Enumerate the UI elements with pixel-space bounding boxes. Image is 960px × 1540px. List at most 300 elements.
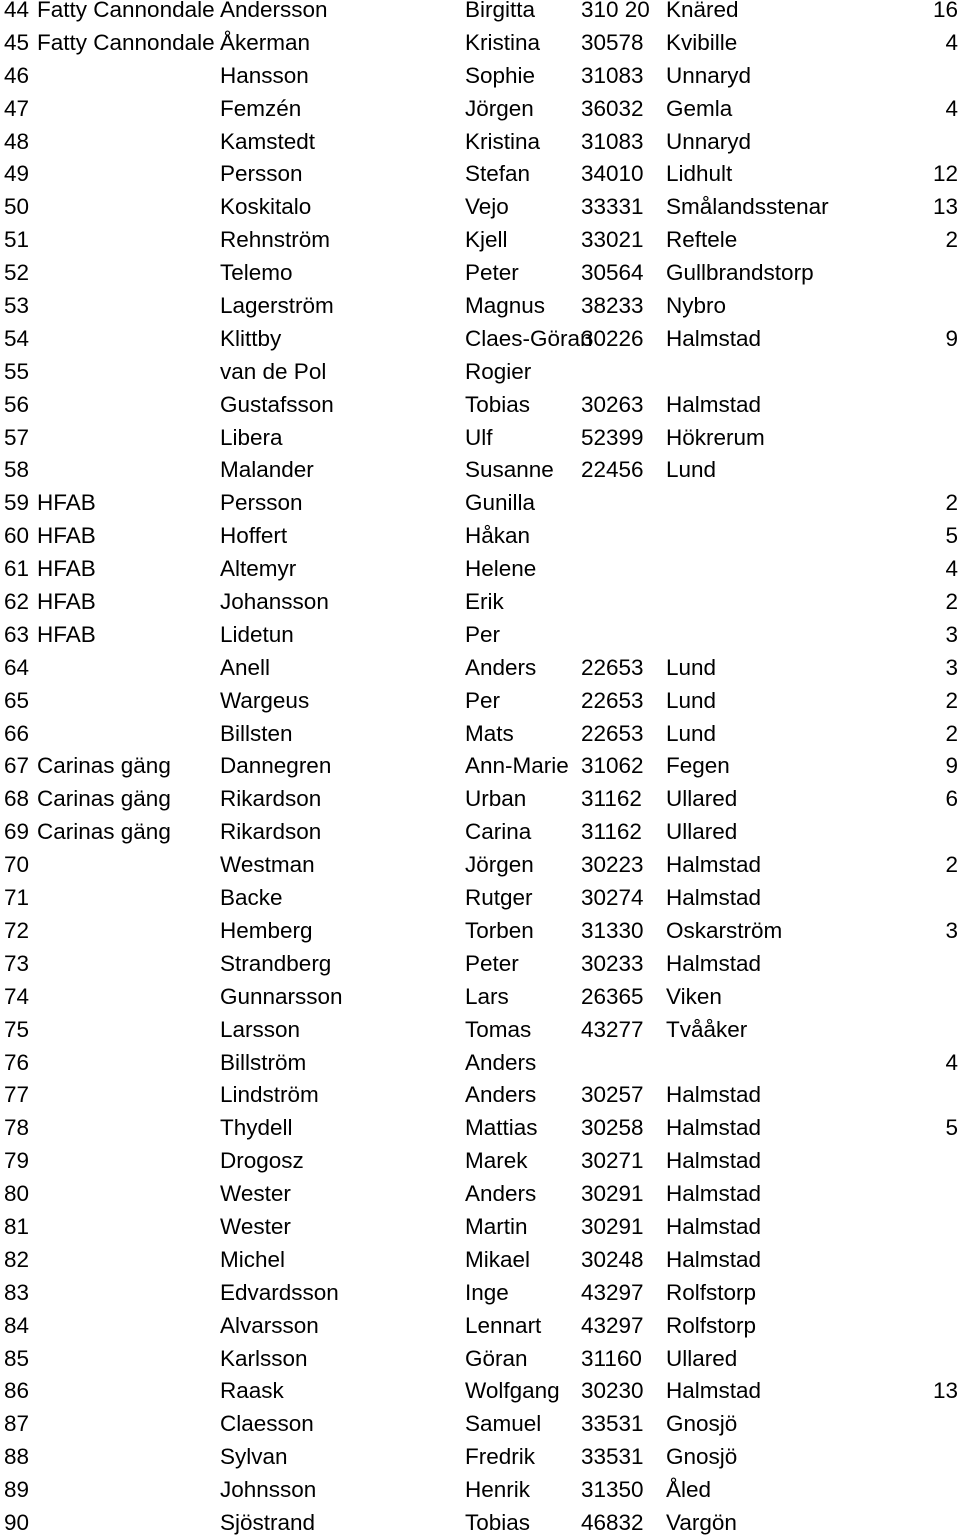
table-row <box>0 487 960 520</box>
cell-last: Persson <box>220 490 303 516</box>
cell-zip: 22653 <box>581 654 644 680</box>
cell-team <box>37 718 217 751</box>
cell-first: Magnus <box>465 293 546 319</box>
cell-zip: 31160 <box>581 1345 642 1371</box>
cell-num: 75 <box>4 1016 30 1042</box>
cell-val: 12 <box>932 161 958 187</box>
cell-city: Fegen <box>666 753 730 779</box>
cell-last: Altemyr <box>220 556 297 582</box>
table-row <box>0 191 960 224</box>
table-row <box>0 1310 960 1343</box>
cell-first: Torben <box>465 917 534 943</box>
cell-first: Peter <box>465 260 519 286</box>
cell-num: 54 <box>4 325 30 351</box>
cell-team <box>37 257 217 290</box>
table-row <box>0 718 960 751</box>
cell-val <box>898 422 958 455</box>
cell-num: 74 <box>4 983 30 1009</box>
cell-team: HFAB <box>37 490 96 516</box>
cell-num: 44 <box>4 0 30 22</box>
cell-team: HFAB <box>37 621 96 647</box>
cell-first: Anders <box>465 1049 537 1075</box>
cell-zip: 26365 <box>581 983 644 1009</box>
cell-first: Vejo <box>465 194 509 220</box>
cell-city: Vargön <box>666 1509 737 1535</box>
cell-zip: 30271 <box>581 1148 644 1174</box>
table-row <box>0 816 960 849</box>
cell-zip: 46832 <box>581 1509 644 1535</box>
cell-city: Unnaryd <box>666 62 752 88</box>
cell-zip: 31350 <box>581 1477 644 1503</box>
cell-last: Gunnarsson <box>220 983 343 1009</box>
cell-first: Tobias <box>465 1509 531 1535</box>
cell-num: 79 <box>4 1148 30 1174</box>
cell-val <box>898 1178 958 1211</box>
cell-city: Halmstad <box>666 852 762 878</box>
cell-city: Tvååker <box>666 1016 748 1042</box>
table-row <box>0 224 960 257</box>
cell-val: 2 <box>945 720 958 746</box>
cell-city: Halmstad <box>666 391 762 417</box>
cell-team <box>37 882 217 915</box>
cell-last: Thydell <box>220 1115 293 1141</box>
cell-zip: 22653 <box>581 687 644 713</box>
table-row <box>0 1178 960 1211</box>
cell-team <box>37 1112 217 1145</box>
cell-team <box>37 93 217 126</box>
table-row <box>0 454 960 487</box>
cell-last: Koskitalo <box>220 194 312 220</box>
cell-num: 72 <box>4 917 30 943</box>
cell-val <box>898 290 958 323</box>
cell-team <box>37 323 217 356</box>
cell-zip: 30257 <box>581 1082 644 1108</box>
cell-first: Mikael <box>465 1246 531 1272</box>
table-row <box>0 1507 960 1540</box>
cell-last: Claesson <box>220 1411 314 1437</box>
cell-team <box>37 290 217 323</box>
cell-team: Carinas gäng <box>37 753 171 779</box>
cell-last: Kamstedt <box>220 128 316 154</box>
cell-first: Helene <box>465 556 537 582</box>
cell-team <box>37 158 217 191</box>
cell-city <box>666 520 916 553</box>
cell-val <box>898 454 958 487</box>
table-row <box>0 389 960 422</box>
cell-city <box>666 553 916 586</box>
table-row <box>0 882 960 915</box>
cell-num: 62 <box>4 589 30 615</box>
cell-val <box>898 60 958 93</box>
cell-team <box>37 915 217 948</box>
cell-num: 60 <box>4 523 30 549</box>
cell-val <box>898 1474 958 1507</box>
cell-first: Lennart <box>465 1312 542 1338</box>
cell-last: Billsten <box>220 720 293 746</box>
cell-city: Halmstad <box>666 885 762 911</box>
cell-zip: 30578 <box>581 29 644 55</box>
table-row <box>0 1408 960 1441</box>
cell-last: Edvardsson <box>220 1279 339 1305</box>
cell-zip: 30274 <box>581 885 644 911</box>
cell-val <box>898 1507 958 1540</box>
table-row <box>0 1079 960 1112</box>
cell-num: 52 <box>4 260 30 286</box>
cell-team: Fatty Cannondale <box>37 29 215 55</box>
cell-team <box>37 981 217 1014</box>
cell-zip <box>581 356 663 389</box>
cell-zip: 310 20 <box>581 0 650 22</box>
cell-zip: 33331 <box>581 194 644 220</box>
cell-first: Rogier <box>465 358 532 384</box>
cell-last: Klittby <box>220 325 282 351</box>
cell-num: 76 <box>4 1049 30 1075</box>
cell-val: 2 <box>945 227 958 253</box>
cell-city: Halmstad <box>666 1246 762 1272</box>
cell-city: Lund <box>666 654 717 680</box>
cell-first: Ulf <box>465 424 493 450</box>
cell-city: Kvibille <box>666 29 738 55</box>
cell-last: Westman <box>220 852 315 878</box>
cell-team <box>37 948 217 981</box>
cell-num: 51 <box>4 227 30 253</box>
cell-last: Gustafsson <box>220 391 334 417</box>
cell-city: Reftele <box>666 227 738 253</box>
cell-num: 49 <box>4 161 30 187</box>
cell-num: 73 <box>4 950 30 976</box>
cell-last: Michel <box>220 1246 286 1272</box>
cell-zip: 36032 <box>581 95 644 121</box>
cell-num: 61 <box>4 556 30 582</box>
cell-num: 45 <box>4 29 30 55</box>
table-row <box>0 27 960 60</box>
cell-last: Karlsson <box>220 1345 308 1371</box>
table-row <box>0 1441 960 1474</box>
cell-last: Hemberg <box>220 917 313 943</box>
cell-num: 85 <box>4 1345 30 1371</box>
cell-city: Åled <box>666 1477 712 1503</box>
cell-first: Peter <box>465 950 519 976</box>
cell-val: 13 <box>932 194 958 220</box>
cell-num: 55 <box>4 358 30 384</box>
cell-num: 80 <box>4 1181 30 1207</box>
cell-val <box>898 1277 958 1310</box>
cell-city: Ullared <box>666 786 738 812</box>
cell-zip: 31162 <box>581 786 642 812</box>
cell-zip <box>581 487 663 520</box>
table-row <box>0 356 960 389</box>
cell-val <box>898 1211 958 1244</box>
cell-zip: 31083 <box>581 62 644 88</box>
cell-team <box>37 1343 217 1376</box>
cell-first: Ann-Marie <box>465 753 569 779</box>
cell-num: 46 <box>4 62 30 88</box>
cell-last: Wester <box>220 1213 291 1239</box>
cell-last: Hansson <box>220 62 309 88</box>
cell-last: Drogosz <box>220 1148 304 1174</box>
cell-num: 78 <box>4 1115 30 1141</box>
cell-first: Håkan <box>465 523 531 549</box>
cell-zip <box>581 520 663 553</box>
table-row <box>0 323 960 356</box>
cell-num: 70 <box>4 852 30 878</box>
cell-num: 89 <box>4 1477 30 1503</box>
table-row <box>0 619 960 652</box>
cell-team <box>37 1079 217 1112</box>
cell-val: 2 <box>945 687 958 713</box>
cell-num: 84 <box>4 1312 30 1338</box>
cell-zip: 43277 <box>581 1016 644 1042</box>
cell-first: Henrik <box>465 1477 531 1503</box>
cell-val <box>898 1343 958 1376</box>
cell-val <box>898 1145 958 1178</box>
table-row <box>0 981 960 1014</box>
cell-last: Johansson <box>220 589 329 615</box>
cell-zip: 30233 <box>581 950 644 976</box>
table-row <box>0 849 960 882</box>
cell-zip: 30291 <box>581 1213 644 1239</box>
cell-city: Halmstad <box>666 950 762 976</box>
cell-val: 4 <box>945 95 958 121</box>
cell-num: 71 <box>4 885 30 911</box>
cell-zip: 34010 <box>581 161 644 187</box>
cell-team <box>37 1047 217 1080</box>
cell-zip: 30291 <box>581 1181 644 1207</box>
table-row <box>0 520 960 553</box>
cell-val <box>898 126 958 159</box>
cell-first: Anders <box>465 1181 537 1207</box>
cell-team <box>37 1014 217 1047</box>
cell-last: Åkerman <box>220 29 311 55</box>
cell-first: Tobias <box>465 391 531 417</box>
cell-last: van de Pol <box>220 358 327 384</box>
cell-last: Alvarsson <box>220 1312 319 1338</box>
cell-city: Ullared <box>666 1345 738 1371</box>
cell-zip: 22653 <box>581 720 644 746</box>
cell-val: 2 <box>945 852 958 878</box>
cell-first: Mattias <box>465 1115 538 1141</box>
cell-val <box>898 1408 958 1441</box>
cell-zip: 30258 <box>581 1115 644 1141</box>
cell-first: Susanne <box>465 457 554 483</box>
cell-last: Andersson <box>220 0 328 22</box>
cell-first: Claes-Göran <box>465 325 593 351</box>
cell-first: Fredrik <box>465 1444 536 1470</box>
cell-first: Erik <box>465 589 504 615</box>
cell-val <box>898 948 958 981</box>
cell-num: 56 <box>4 391 30 417</box>
cell-first: Carina <box>465 819 532 845</box>
table-row <box>0 1211 960 1244</box>
cell-val <box>898 1014 958 1047</box>
cell-last: Raask <box>220 1378 284 1404</box>
cell-val: 4 <box>945 29 958 55</box>
table-row <box>0 290 960 323</box>
cell-num: 66 <box>4 720 30 746</box>
cell-first: Urban <box>465 786 527 812</box>
cell-num: 48 <box>4 128 30 154</box>
cell-last: Johnsson <box>220 1477 317 1503</box>
cell-last: Rikardson <box>220 819 322 845</box>
table-row <box>0 586 960 619</box>
cell-last: Dannegren <box>220 753 332 779</box>
cell-first: Martin <box>465 1213 528 1239</box>
cell-first: Marek <box>465 1148 528 1174</box>
cell-team <box>37 1244 217 1277</box>
cell-team <box>37 356 217 389</box>
cell-city: Rolfstorp <box>666 1312 757 1338</box>
cell-zip: 30223 <box>581 852 644 878</box>
cell-first: Kristina <box>465 29 541 55</box>
cell-zip: 33021 <box>581 227 644 253</box>
cell-val <box>898 882 958 915</box>
cell-val: 3 <box>945 654 958 680</box>
cell-city: Gnosjö <box>666 1444 738 1470</box>
cell-last: Wargeus <box>220 687 310 713</box>
table-row <box>0 1014 960 1047</box>
cell-last: Backe <box>220 885 283 911</box>
cell-team: Carinas gäng <box>37 786 171 812</box>
cell-team <box>37 685 217 718</box>
cell-last: Sylvan <box>220 1444 288 1470</box>
cell-city: Ullared <box>666 819 738 845</box>
cell-first: Mats <box>465 720 514 746</box>
cell-team <box>37 454 217 487</box>
cell-first: Anders <box>465 1082 537 1108</box>
table-row <box>0 126 960 159</box>
cell-team: HFAB <box>37 556 96 582</box>
cell-zip: 31083 <box>581 128 644 154</box>
cell-zip <box>581 553 663 586</box>
cell-last: Persson <box>220 161 303 187</box>
cell-team <box>37 224 217 257</box>
cell-last: Femzén <box>220 95 302 121</box>
cell-last: Rikardson <box>220 786 322 812</box>
table-row <box>0 750 960 783</box>
cell-team <box>37 1441 217 1474</box>
cell-team <box>37 1507 217 1540</box>
cell-zip: 33531 <box>581 1444 644 1470</box>
cell-val: 3 <box>945 621 958 647</box>
table-row <box>0 422 960 455</box>
cell-first: Anders <box>465 654 537 680</box>
cell-first: Inge <box>465 1279 509 1305</box>
cell-team <box>37 126 217 159</box>
cell-zip <box>581 586 663 619</box>
cell-city: Lund <box>666 720 717 746</box>
cell-team <box>37 849 217 882</box>
cell-team <box>37 389 217 422</box>
cell-val: 5 <box>945 1115 958 1141</box>
cell-last: Rehnström <box>220 227 331 253</box>
table-row <box>0 783 960 816</box>
cell-num: 53 <box>4 293 30 319</box>
cell-val <box>898 981 958 1014</box>
cell-first: Per <box>465 621 501 647</box>
cell-num: 88 <box>4 1444 30 1470</box>
cell-val <box>898 1310 958 1343</box>
cell-num: 81 <box>4 1213 30 1239</box>
cell-val: 4 <box>945 1049 958 1075</box>
cell-last: Wester <box>220 1181 291 1207</box>
cell-num: 68 <box>4 786 30 812</box>
cell-last: Strandberg <box>220 950 332 976</box>
cell-zip: 30248 <box>581 1246 644 1272</box>
table-row <box>0 553 960 586</box>
cell-city: Lidhult <box>666 161 733 187</box>
cell-val: 9 <box>945 325 958 351</box>
cell-first: Tomas <box>465 1016 532 1042</box>
cell-city: Gemla <box>666 95 733 121</box>
table-row <box>0 0 960 27</box>
cell-num: 69 <box>4 819 30 845</box>
cell-num: 50 <box>4 194 30 220</box>
cell-num: 65 <box>4 687 30 713</box>
cell-city: Unnaryd <box>666 128 752 154</box>
cell-team <box>37 1277 217 1310</box>
cell-first: Birgitta <box>465 0 536 22</box>
cell-val: 16 <box>932 0 958 22</box>
table-row <box>0 93 960 126</box>
cell-city: Hökrerum <box>666 424 765 450</box>
cell-first: Jörgen <box>465 852 534 878</box>
cell-team <box>37 60 217 93</box>
cell-city: Halmstad <box>666 1378 762 1404</box>
table-row <box>0 1343 960 1376</box>
table-row <box>0 652 960 685</box>
cell-team <box>37 652 217 685</box>
cell-first: Wolfgang <box>465 1378 560 1404</box>
cell-team <box>37 1145 217 1178</box>
cell-first: Rutger <box>465 885 533 911</box>
cell-val: 6 <box>945 786 958 812</box>
cell-team <box>37 422 217 455</box>
cell-city <box>666 586 916 619</box>
cell-team: Carinas gäng <box>37 819 171 845</box>
cell-city <box>666 487 916 520</box>
cell-city: Rolfstorp <box>666 1279 757 1305</box>
cell-zip: 31162 <box>581 819 642 845</box>
cell-val: 2 <box>945 589 958 615</box>
table-row <box>0 257 960 290</box>
cell-first: Lars <box>465 983 509 1009</box>
cell-city <box>666 619 916 652</box>
cell-city: Halmstad <box>666 1148 762 1174</box>
table-row <box>0 1277 960 1310</box>
cell-team <box>37 1310 217 1343</box>
cell-city: Halmstad <box>666 1181 762 1207</box>
cell-zip: 33531 <box>581 1411 644 1437</box>
table-row <box>0 948 960 981</box>
cell-num: 87 <box>4 1411 30 1437</box>
cell-team <box>37 191 217 224</box>
table-row <box>0 685 960 718</box>
cell-zip: 31330 <box>581 917 644 943</box>
cell-first: Per <box>465 687 501 713</box>
cell-city: Lund <box>666 687 717 713</box>
cell-zip: 38233 <box>581 293 644 319</box>
cell-num: 59 <box>4 490 30 516</box>
cell-val <box>898 389 958 422</box>
cell-city <box>666 356 916 389</box>
cell-num: 77 <box>4 1082 30 1108</box>
cell-val: 2 <box>945 490 958 516</box>
cell-zip: 30226 <box>581 325 644 351</box>
cell-first: Jörgen <box>465 95 534 121</box>
table-row <box>0 60 960 93</box>
cell-team <box>37 1474 217 1507</box>
cell-val <box>898 1079 958 1112</box>
